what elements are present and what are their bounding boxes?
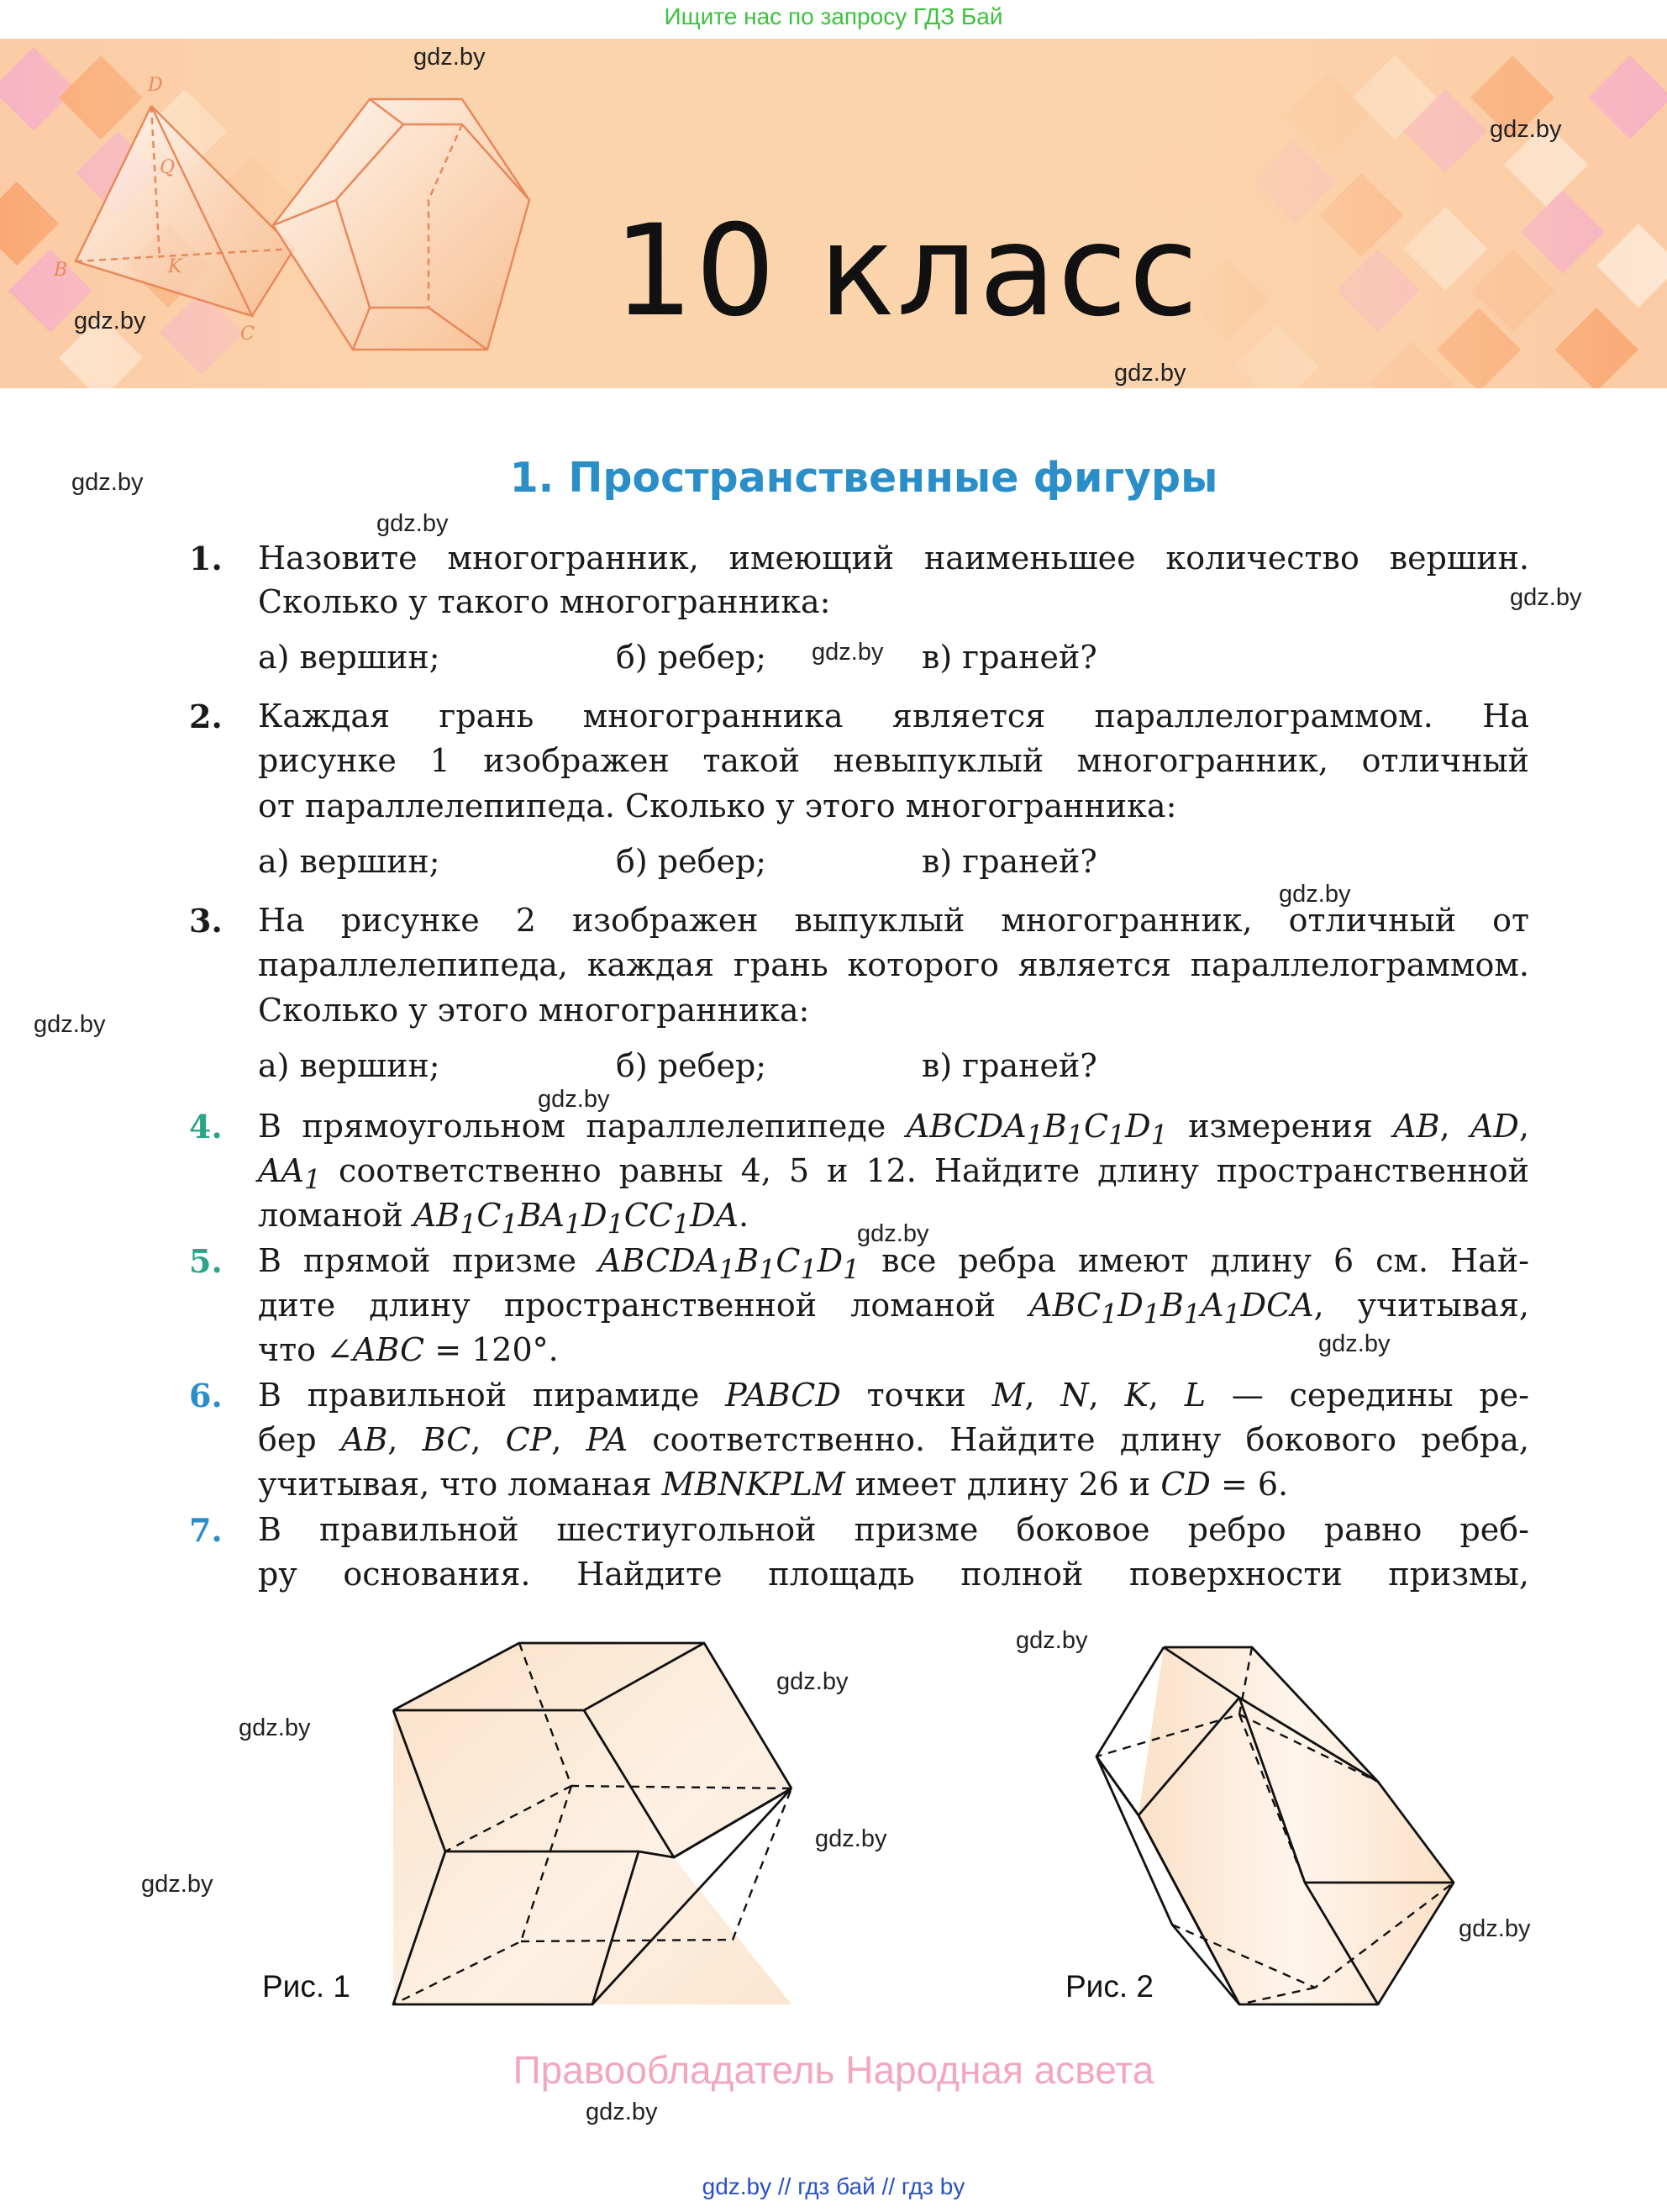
watermark: gdz.by [1279, 881, 1351, 908]
problem-line: Сколько у этого многогранника: [258, 992, 810, 1029]
problem-line: ру основания. Найдите площадь полной поверхности призмы, [258, 1556, 1529, 1593]
watermark: gdz.by [776, 1668, 849, 1695]
watermark: gdz.by [586, 2099, 658, 2125]
watermark: gdz.by [239, 1714, 311, 1741]
watermark: gdz.by [1459, 1915, 1531, 1942]
watermark: gdz.by [71, 469, 144, 496]
problem-line: ломаной $AB_1C_1BA_1D_1CC_1DA$. [258, 1197, 749, 1240]
problem-line: В правильной шестиугольной призме боковое ребро равно реб- [258, 1511, 1529, 1548]
problem-line: $AA_1$ соответственно равны 4, 5 и 12. Найдите длину пространственной [258, 1152, 1529, 1196]
problem-line: от параллелепипеда. Сколько у этого многогранника: [258, 787, 1177, 824]
watermark: gdz.by [141, 1871, 213, 1898]
watermark: gdz.by [1016, 1627, 1088, 1654]
figure-2-label: Рис. 2 [1065, 1969, 1154, 2004]
watermark: gdz.by [1510, 584, 1582, 611]
problem-number: 2. [189, 698, 223, 735]
watermark: gdz.by [812, 639, 884, 666]
watermark: gdz.by [538, 1086, 610, 1113]
chapter-banner [0, 39, 1667, 388]
option-c: в) граней? [922, 639, 1097, 676]
option-a: а) вершин; [258, 843, 440, 880]
problem-line: В прямой призме $ABCDA_1B_1C_1D_1$ все ребра имеют длину 6 см. Най- [258, 1242, 1529, 1286]
figure-1-label: Рис. 1 [262, 1969, 350, 2004]
problem-line: что ∠ABC = 120°. [258, 1331, 559, 1368]
watermark: gdz.by [376, 510, 449, 537]
problem-line: рисунке 1 изображен такой невыпуклый многогранник, отличный [258, 742, 1529, 779]
watermark: gdz.by [815, 1825, 887, 1852]
watermark: gdz.by [1114, 360, 1186, 387]
watermark: gdz.by [34, 1011, 106, 1038]
footer-links: gdz.by // гдз бай // гдз by [702, 2173, 965, 2199]
option-b: б) ребер; [616, 1047, 767, 1084]
option-c: в) граней? [922, 843, 1097, 880]
problem-line: Сколько у такого многогранника: [258, 583, 831, 620]
option-c: в) граней? [922, 1047, 1097, 1084]
problem-number: 4. [189, 1108, 223, 1146]
figure-2-convex-polyhedron [1088, 1639, 1466, 2013]
chapter-title: 10 класс [613, 198, 1200, 345]
watermark: gdz.by [1318, 1330, 1391, 1357]
problem-number: 7. [189, 1511, 223, 1549]
option-b: б) ребер; [616, 639, 767, 676]
problem-line: дите длину пространственной ломаной $ABC_1D_1B_1A_1DCA$, учитывая, [258, 1287, 1529, 1330]
pyramid-label-c: C [240, 324, 255, 345]
pyramid-label-d: D [148, 75, 163, 96]
problem-line: Назовите многогранник, имеющий наименьшее количество вершин. [258, 540, 1529, 577]
problem-number: 6. [189, 1377, 223, 1414]
problem-line: бер AB, BC, CP, PA соответственно. Найдите длину бокового ребра, [258, 1421, 1529, 1458]
option-a: а) вершин; [258, 639, 440, 676]
publisher-note: Правообладатель Народная асвета [513, 2048, 1154, 2092]
problem-line: Каждая грань многогранника является параллелограммом. На [258, 698, 1529, 735]
problem-number: 3. [189, 902, 223, 940]
pyramid-label-k: K [168, 256, 182, 277]
figure-1-nonconvex-polyhedron [370, 1635, 823, 2013]
pyramid-label-b: B [54, 260, 68, 281]
problem-number: 1. [189, 540, 223, 577]
section-title: 1. Пространственные фигуры [509, 454, 1218, 502]
pyramid-label-q: Q [160, 157, 176, 178]
problem-number: 5. [189, 1242, 223, 1280]
problem-line: учитывая, что ломаная MBNKPLM имеет длину 26 и CD = 6. [258, 1466, 1289, 1503]
option-a: а) вершин; [258, 1047, 440, 1084]
problem-line: На рисунке 2 изображен выпуклый многогранник, отличный от [258, 902, 1529, 939]
problem-line: В правильной пирамиде PABCD точки M, N, K, L — середины ре- [258, 1377, 1529, 1414]
watermark: gdz.by [857, 1220, 929, 1247]
watermark: gdz.by [413, 44, 486, 71]
problem-line: В прямоугольном параллелепипеде $ABCDA_1B_1C_1D_1$ измерения AB, AD, [258, 1108, 1529, 1151]
watermark: gdz.by [1490, 116, 1562, 143]
problem-line: параллелепипеда, каждая грань которого является параллелограммом. [258, 946, 1529, 983]
top-search-note: Ищите нас по запросу ГДЗ Бай [664, 3, 1003, 29]
watermark: gdz.by [74, 308, 146, 334]
option-b: б) ребер; [616, 843, 767, 880]
